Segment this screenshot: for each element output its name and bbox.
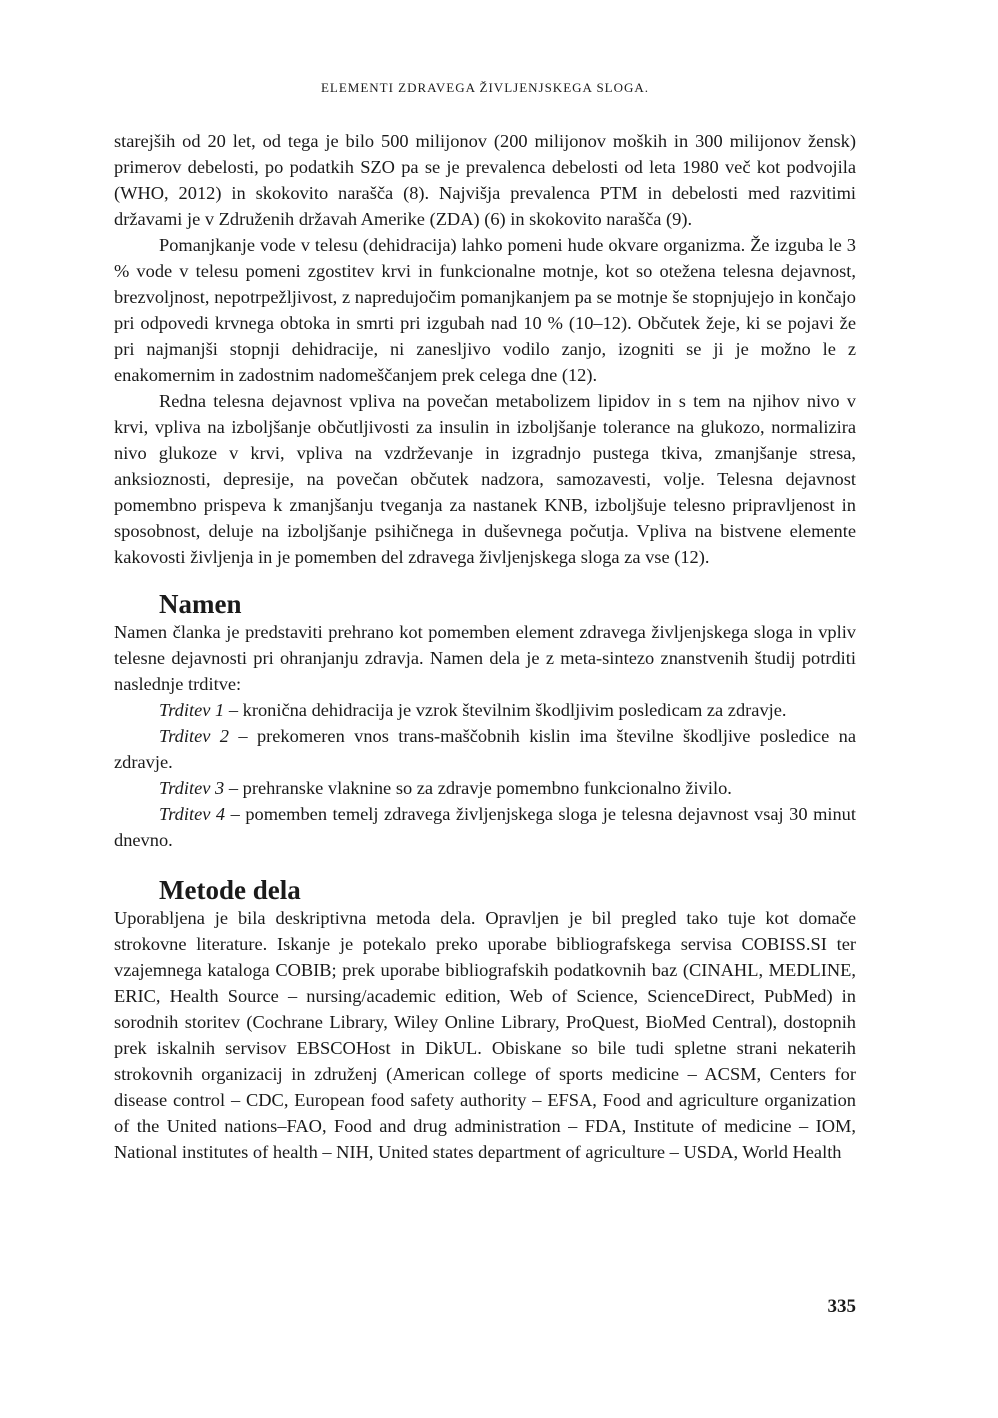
claim-1 bbox=[114, 697, 856, 723]
claim-4-text: – pomemben temelj zdravega življenjskega sloga je telesna dejavnost vsaj 30 minut dnevno. bbox=[114, 804, 856, 850]
claim-1-label: Trditev 1 bbox=[159, 700, 225, 720]
intro-paragraph-dehydration: Pomanjkanje vode v telesu (dehidracija) lahko pomeni hude okvare organizma. Že izguba le 3 % vode v telesu pomeni zgostitev krvi in funkcionalne motnje, kot so otežena telesna dejavnost, brezvoljnost, nepotrpežljivost, z napredujočim pomanjkanjem pa se motnje še stopnjujejo in končajo pri odpovedi krvnega obtoka in smrti pri izgubah nad 10 % (10–12). Občutek žeje, ki se pojavi že pri najmanjši stopnji dehidracije, ni zanesljivo vodilo zanjo, izogniti se ji je možno le z enakomernim in zadostnim nadomeščanjem prek celega dne (12). bbox=[114, 235, 856, 385]
body-text bbox=[114, 128, 856, 1165]
claim-2-label: Trditev 2 bbox=[159, 726, 229, 746]
claim-4 bbox=[114, 801, 856, 853]
section-heading-namen: Namen bbox=[159, 589, 242, 619]
claim-2 bbox=[114, 723, 856, 775]
claim-3 bbox=[114, 775, 856, 801]
metode-paragraph: Uporabljena je bila deskriptivna metoda dela. Opravljen je bil pregled tako tuje kot domače strokovne literature. Iskanje je potekalo preko uporabe bibliografskega servisa COBISS.SI ter vzajemnega kataloga COBIB; prek uporabe bibliografskih podatkovnih baz (CINAHL, MEDLINE, ERIC, Health Source – nursing/academic edition, Web of Science, ScienceDirect, PubMed) in sorodnih storitev (Cochrane Library, Wiley Online Library, ProQuest, BioMed Central), dostopnih prek iskalnih servisov EBSCOHost in DikUL. Obiskane so bile tudi spletne strani nekaterih strokovnih organizacij in združenj (American college of sports medicine – ACSM, Centers for disease control – CDC, European food safety authority – EFSA, Food and agriculture organization of the United nations–FAO, Food and drug administration – FDA, Institute of medicine – IOM, National institutes of health – NIH, United states department of agriculture – USDA, World Health bbox=[114, 908, 856, 1162]
intro-paragraph-physical-activity: Redna telesna dejavnost vpliva na povečan metabolizem lipidov in s tem na njihov nivo v krvi, vpliva na izboljšanje občutljivosti za insulin in izboljšanje tolerance na glukozo, normalizira nivo glukoze v krvi, vpliva na vzdrževanje in izgradnjo pustega tkiva, zmanjšanje stresa, anksioznosti, depresije, na povečan občutek nadzora, samozavesti, volje. Telesna dejavnost pomembno prispeva k zmanjšanju tveganja za nastanek KNB, izboljšuje telesno pripravljenost in sposobnost, deluje na izboljšanje psihičnega in duševnega počutja. Vpliva na bistvene elemente kakovosti življenja in je pomemben del zdravega življenjskega sloga za vse (12). bbox=[114, 391, 856, 567]
namen-paragraph: Namen članka je predstaviti prehrano kot pomemben element zdravega življenjskega sloga in vpliv telesne dejavnosti pri ohranjanju zdravja. Namen dela je z meta-sintezo znanstvenih študij potrditi naslednje trditve: bbox=[114, 622, 856, 694]
claim-3-text: – prehranske vlaknine so za zdravje pomembno funkcionalno živilo. bbox=[224, 778, 732, 798]
page-number: 335 bbox=[827, 1296, 856, 1317]
running-header: ELEMENTI ZDRAVEGA ŽIVLJENJSKEGA SLOGA. bbox=[320, 80, 650, 95]
claim-4-label: Trditev 4 bbox=[159, 804, 226, 824]
intro-paragraph-continued: starejših od 20 let, od tega je bilo 500 milijonov (200 milijonov moških in 300 milijonov žensk) primerov debelosti, po podatkih SZO pa se je prevalenca debelosti od leta 1980 več kot podvojila (WHO, 2012) in skokovito narašča (8). Najvišja prevalenca PTM in debelosti med razvitimi državami je v Združenih državah Amerike (ZDA) (6) in skokovito narašča (9). bbox=[114, 131, 856, 229]
claim-1-text: – kronična dehidracija je vzrok številnim škodljivim posledicam za zdravje. bbox=[224, 700, 787, 720]
section-heading-metode-dela: Metode dela bbox=[159, 875, 301, 905]
claim-2-text: – prekomeren vnos trans-maščobnih kislin ima številne škodljive posledice na zdravje. bbox=[114, 726, 856, 772]
claim-3-label: Trditev 3 bbox=[159, 778, 225, 798]
